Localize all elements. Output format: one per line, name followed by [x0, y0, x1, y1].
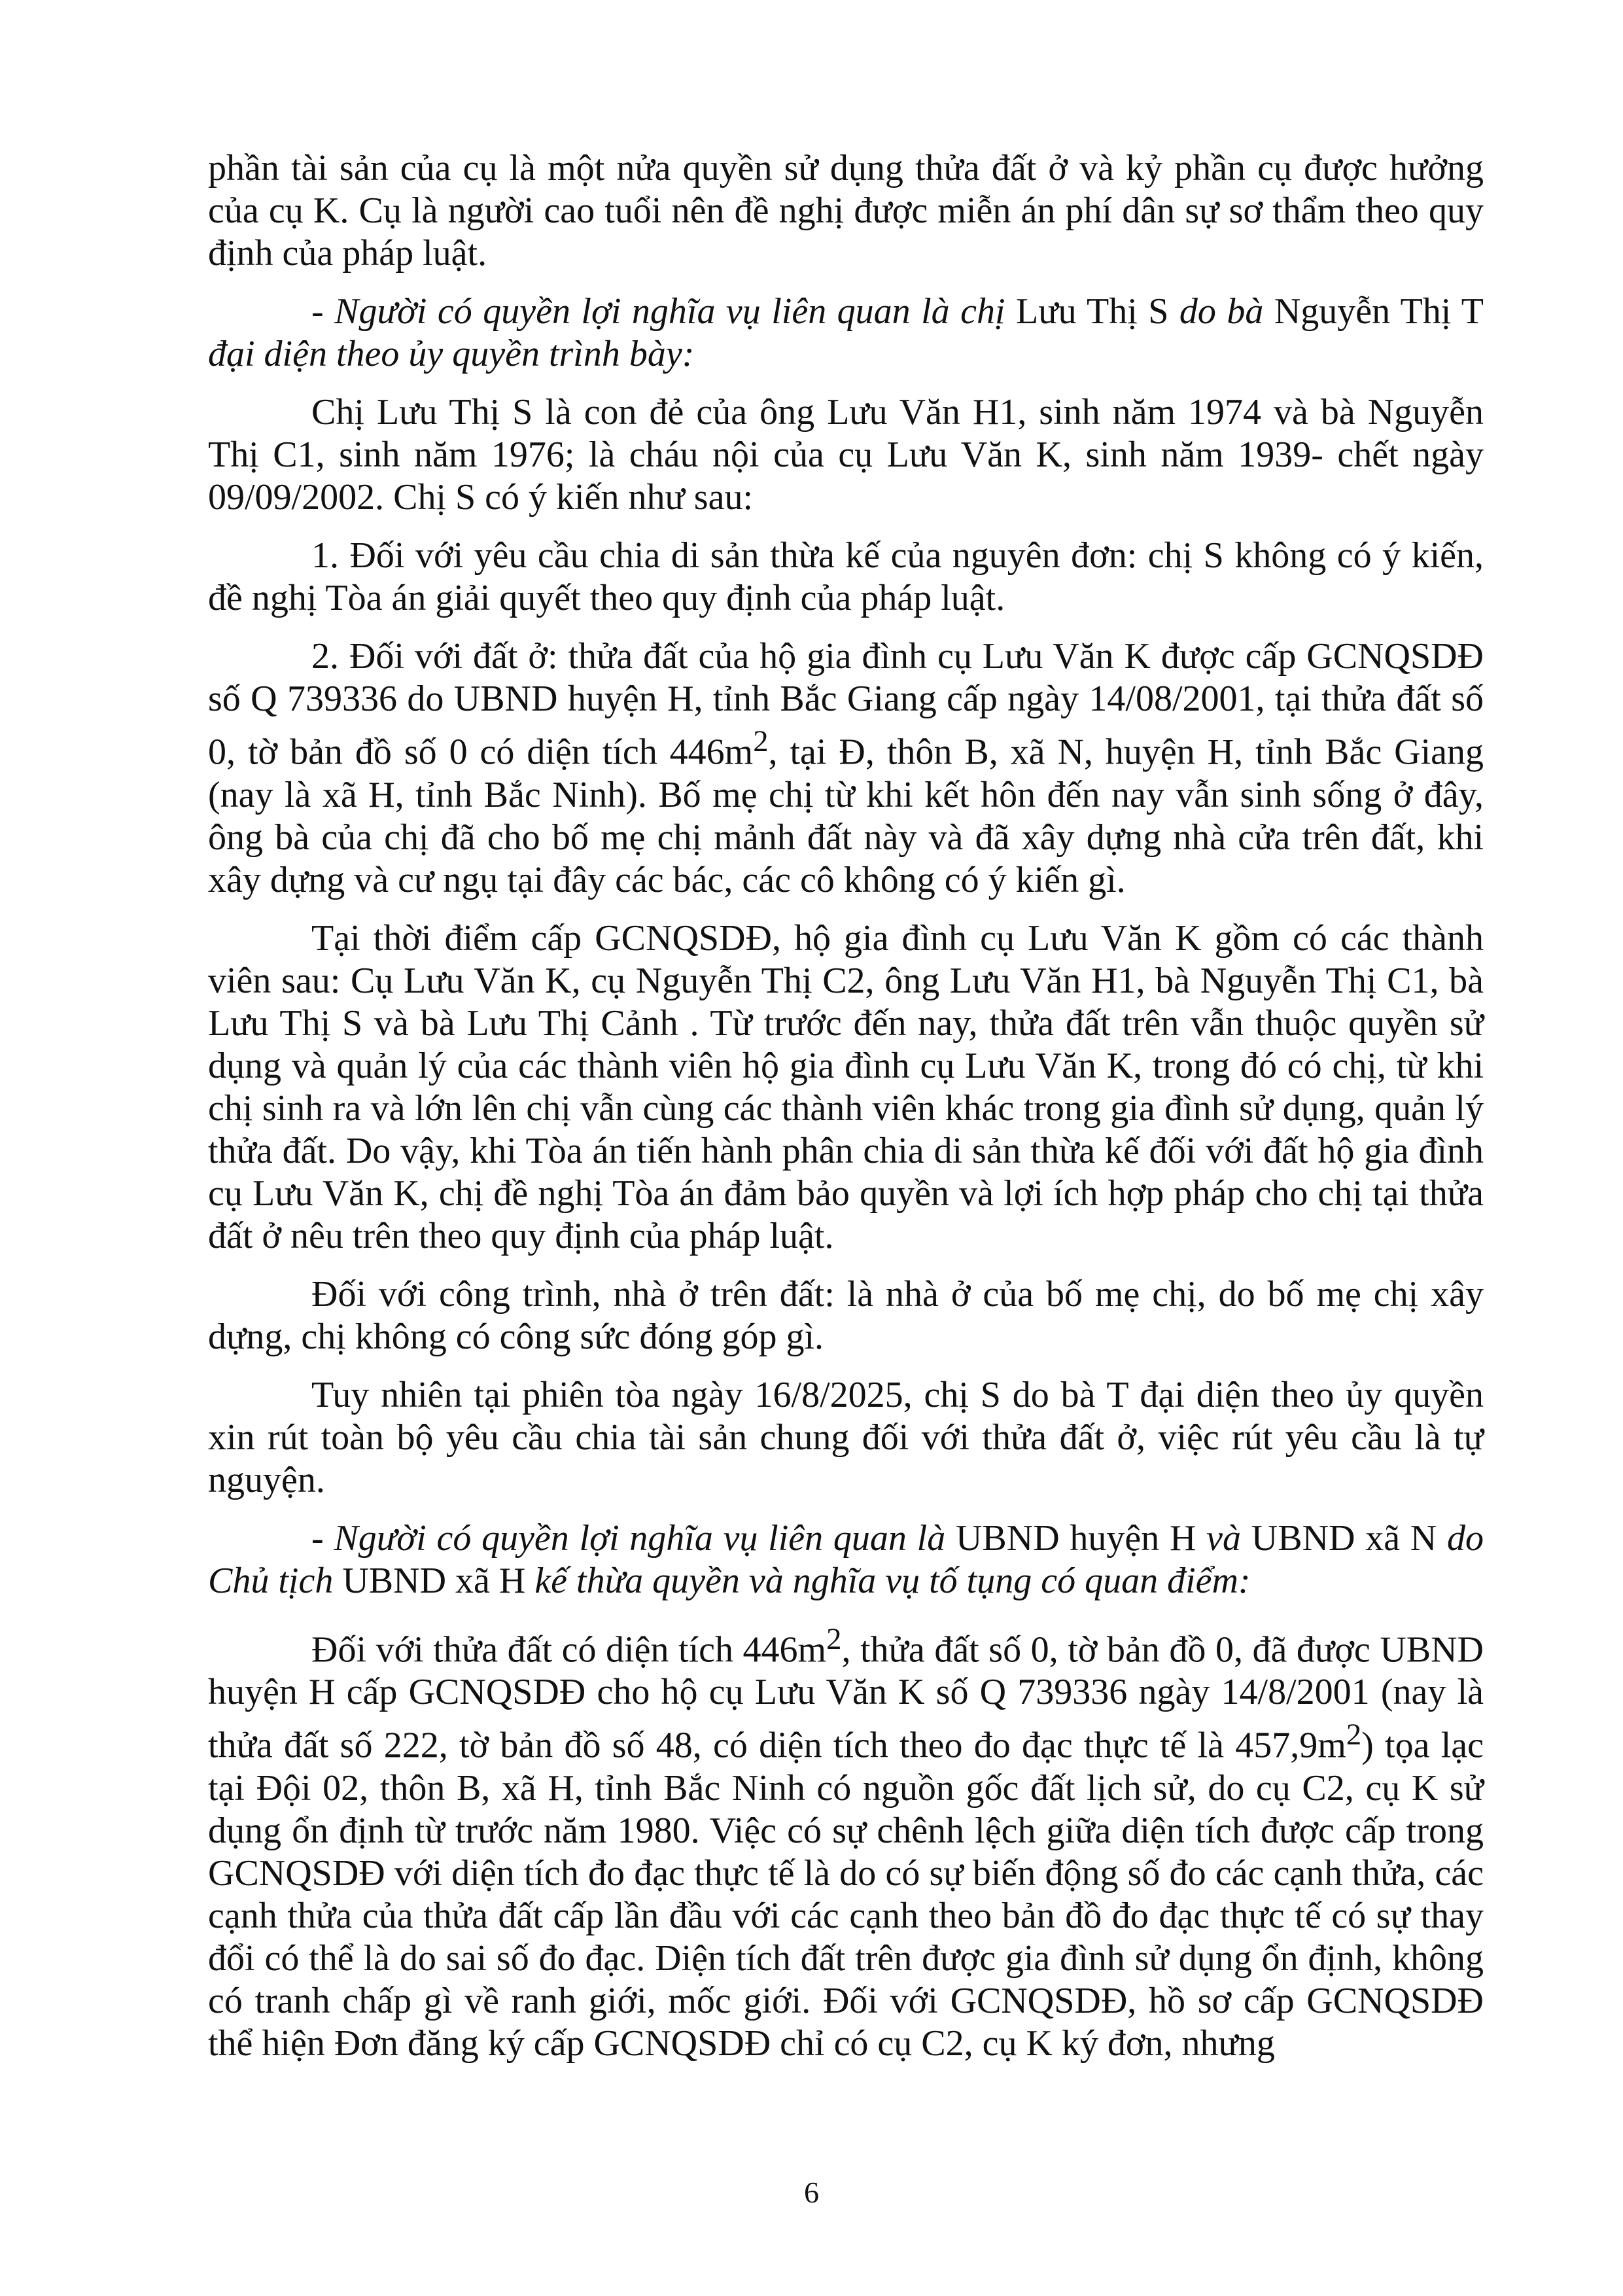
heading-text: đại diện theo ủy quyền trình bày:: [208, 334, 695, 374]
document-body: [208, 147, 1484, 2081]
paragraph-s-background: Chị Lưu Thị S là con đẻ của ông Lưu Văn H1, sinh năm 1974 và bà Nguyễn Thị C1, sinh năm 1976; là cháu nội của cụ Lưu Văn K, sinh năm 1939- chết ngày 09/09/2002. Chị S có ý kiến như sau:: [208, 392, 1484, 518]
paragraph-household-members: Tại thời điểm cấp GCNQSDĐ, hộ gia đình cụ Lưu Văn K gồm có các thành viên sau: Cụ Lưu Văn K, cụ Nguyễn Thị C2, ông Lưu Văn H1, bà Nguyễn Thị C1, bà Lưu Thị S và bà Lưu Thị Cảnh . Từ trước đến nay, thửa đất trên vẫn thuộc quyền sử dụng và quản lý của các thành viên hộ gia đình cụ Lưu Văn K, trong đó có chị, từ khi chị sinh ra và lớn lên chị vẫn cùng các thành viên khác trong gia đình sử dụng, quản lý thửa đất. Do vậy, khi Tòa án tiến hành phân chia di sản thừa kế đối với đất hộ gia đình cụ Lưu Văn K, chị đề nghị Tòa án đảm bảo quyền và lợi ích hợp pháp cho chị tại thửa đất ở nêu trên theo quy định của pháp luật.: [208, 917, 1484, 1256]
paragraph-related-party-s-heading: [208, 291, 1484, 376]
page-number: 6: [804, 2176, 819, 2209]
heading-text: do Chủ tịch: [208, 1517, 1484, 1601]
paragraph-related-party-ubnd-heading: [208, 1517, 1484, 1602]
text-run: 2. Đối với đất ở: thửa đất của hộ gia đình cụ Lưu Văn K được cấp GCNQSDĐ số Q 739336 do UBND huyện H, tỉnh Bắc Giang cấp ngày 14/08/2001, tại thửa đất số 0, tờ bản đồ số 0 có diện tích 446m: [208, 636, 1484, 773]
heading-text: - Người có quyền lợi nghĩa vụ liên quan là: [311, 1517, 956, 1559]
heading-text: và: [1196, 1517, 1251, 1559]
text-run: Đối với thửa đất có diện tích 446m: [311, 1629, 827, 1670]
superscript: 2: [826, 1621, 842, 1656]
heading-text: do bà: [1168, 291, 1274, 332]
party-name: UBND huyện H: [955, 1517, 1196, 1559]
superscript: 2: [753, 724, 769, 758]
superscript: 2: [1346, 1718, 1362, 1752]
party-name: UBND xã N: [1251, 1517, 1437, 1559]
heading-text: kế thừa quyền và nghĩa vụ tố tụng có quan điểm:: [525, 1560, 1251, 1601]
paragraph-house-on-land: Đối với công trình, nhà ở trên đất: là nhà ở của bố mẹ chị, do bố mẹ chị xây dựng, chị không có công sức đóng góp gì.: [208, 1273, 1484, 1357]
paragraph-continuation: phần tài sản của cụ là một nửa quyền sử dụng thửa đất ở và kỷ phần cụ được hưởng của cụ K. Cụ là người cao tuổi nên đề nghị được miễn án phí dân sự sơ thẩm theo quy định của pháp luật.: [208, 148, 1484, 274]
representative-name: Nguyễn Thị T: [1274, 291, 1484, 332]
text-run: , thửa đất số 0, tờ bản đồ 0, đã được UBND huyện H cấp GCNQSDĐ cho hộ cụ Lưu Văn K số Q 739336 ngày 14/8/2001 (nay là thửa đất số 222, tờ bản đồ số 48, có diện tích theo đo đạc thực tế là 457,9m: [208, 1629, 1484, 1766]
heading-text: - Người có quyền lợi nghĩa vụ liên quan là chị: [311, 291, 1017, 332]
paragraph-opinion-2: [208, 635, 1484, 902]
text-run: , tại Đ, thôn B, xã N, huyện H, tỉnh Bắc Giang (nay là xã H, tỉnh Bắc Ninh). Bố mẹ chị từ khi kết hôn đến nay vẫn sinh sống ở đây, ông bà của chị đã cho bố mẹ chị mảnh đất này và đã xây dựng nhà cửa trên đất, khi xây dựng và cư ngụ tại đây các bác, các cô không có ý kiến gì.: [208, 732, 1484, 900]
paragraph-ubnd-opinion: [208, 1618, 1484, 2065]
text-run: ) tọa lạc tại Đội 02, thôn B, xã H, tỉnh Bắc Ninh có nguồn gốc đất lịch sử, do cụ C2, cụ K sử dụng ổn định từ trước năm 1980. Việc có sự chênh lệch giữa diện tích được cấp trong GCNQSDĐ với diện tích đo đạc thực tế là do có sự biến động số đo các cạnh thửa, các cạnh thửa của thửa đất cấp lần đầu với các cạnh theo bản đồ đo đạc thực tế có sự thay đổi có thể là do sai số đo đạc. Diện tích đất trên được gia đình sử dụng ổn định, không có tranh chấp gì về ranh giới, mốc giới. Đối với GCNQSDĐ, hồ sơ cấp GCNQSDĐ thể hiện Đơn đăng ký cấp GCNQSDĐ chỉ có cụ C2, cụ K ký đơn, nhưng: [208, 1725, 1484, 2064]
paragraph-withdrawal: Tuy nhiên tại phiên tòa ngày 16/8/2025, chị S do bà T đại diện theo ủy quyền xin rút toàn bộ yêu cầu chia tài sản chung đối với thửa đất ở, việc rút yêu cầu là tự nguyện.: [208, 1374, 1484, 1500]
paragraph-opinion-1: 1. Đối với yêu cầu chia di sản thừa kế của nguyên đơn: chị S không có ý kiến, đề nghị Tòa án giải quyết theo quy định của pháp luật.: [208, 535, 1484, 618]
party-name: Lưu Thị S: [1016, 291, 1169, 332]
party-name: UBND xã H: [342, 1560, 526, 1601]
